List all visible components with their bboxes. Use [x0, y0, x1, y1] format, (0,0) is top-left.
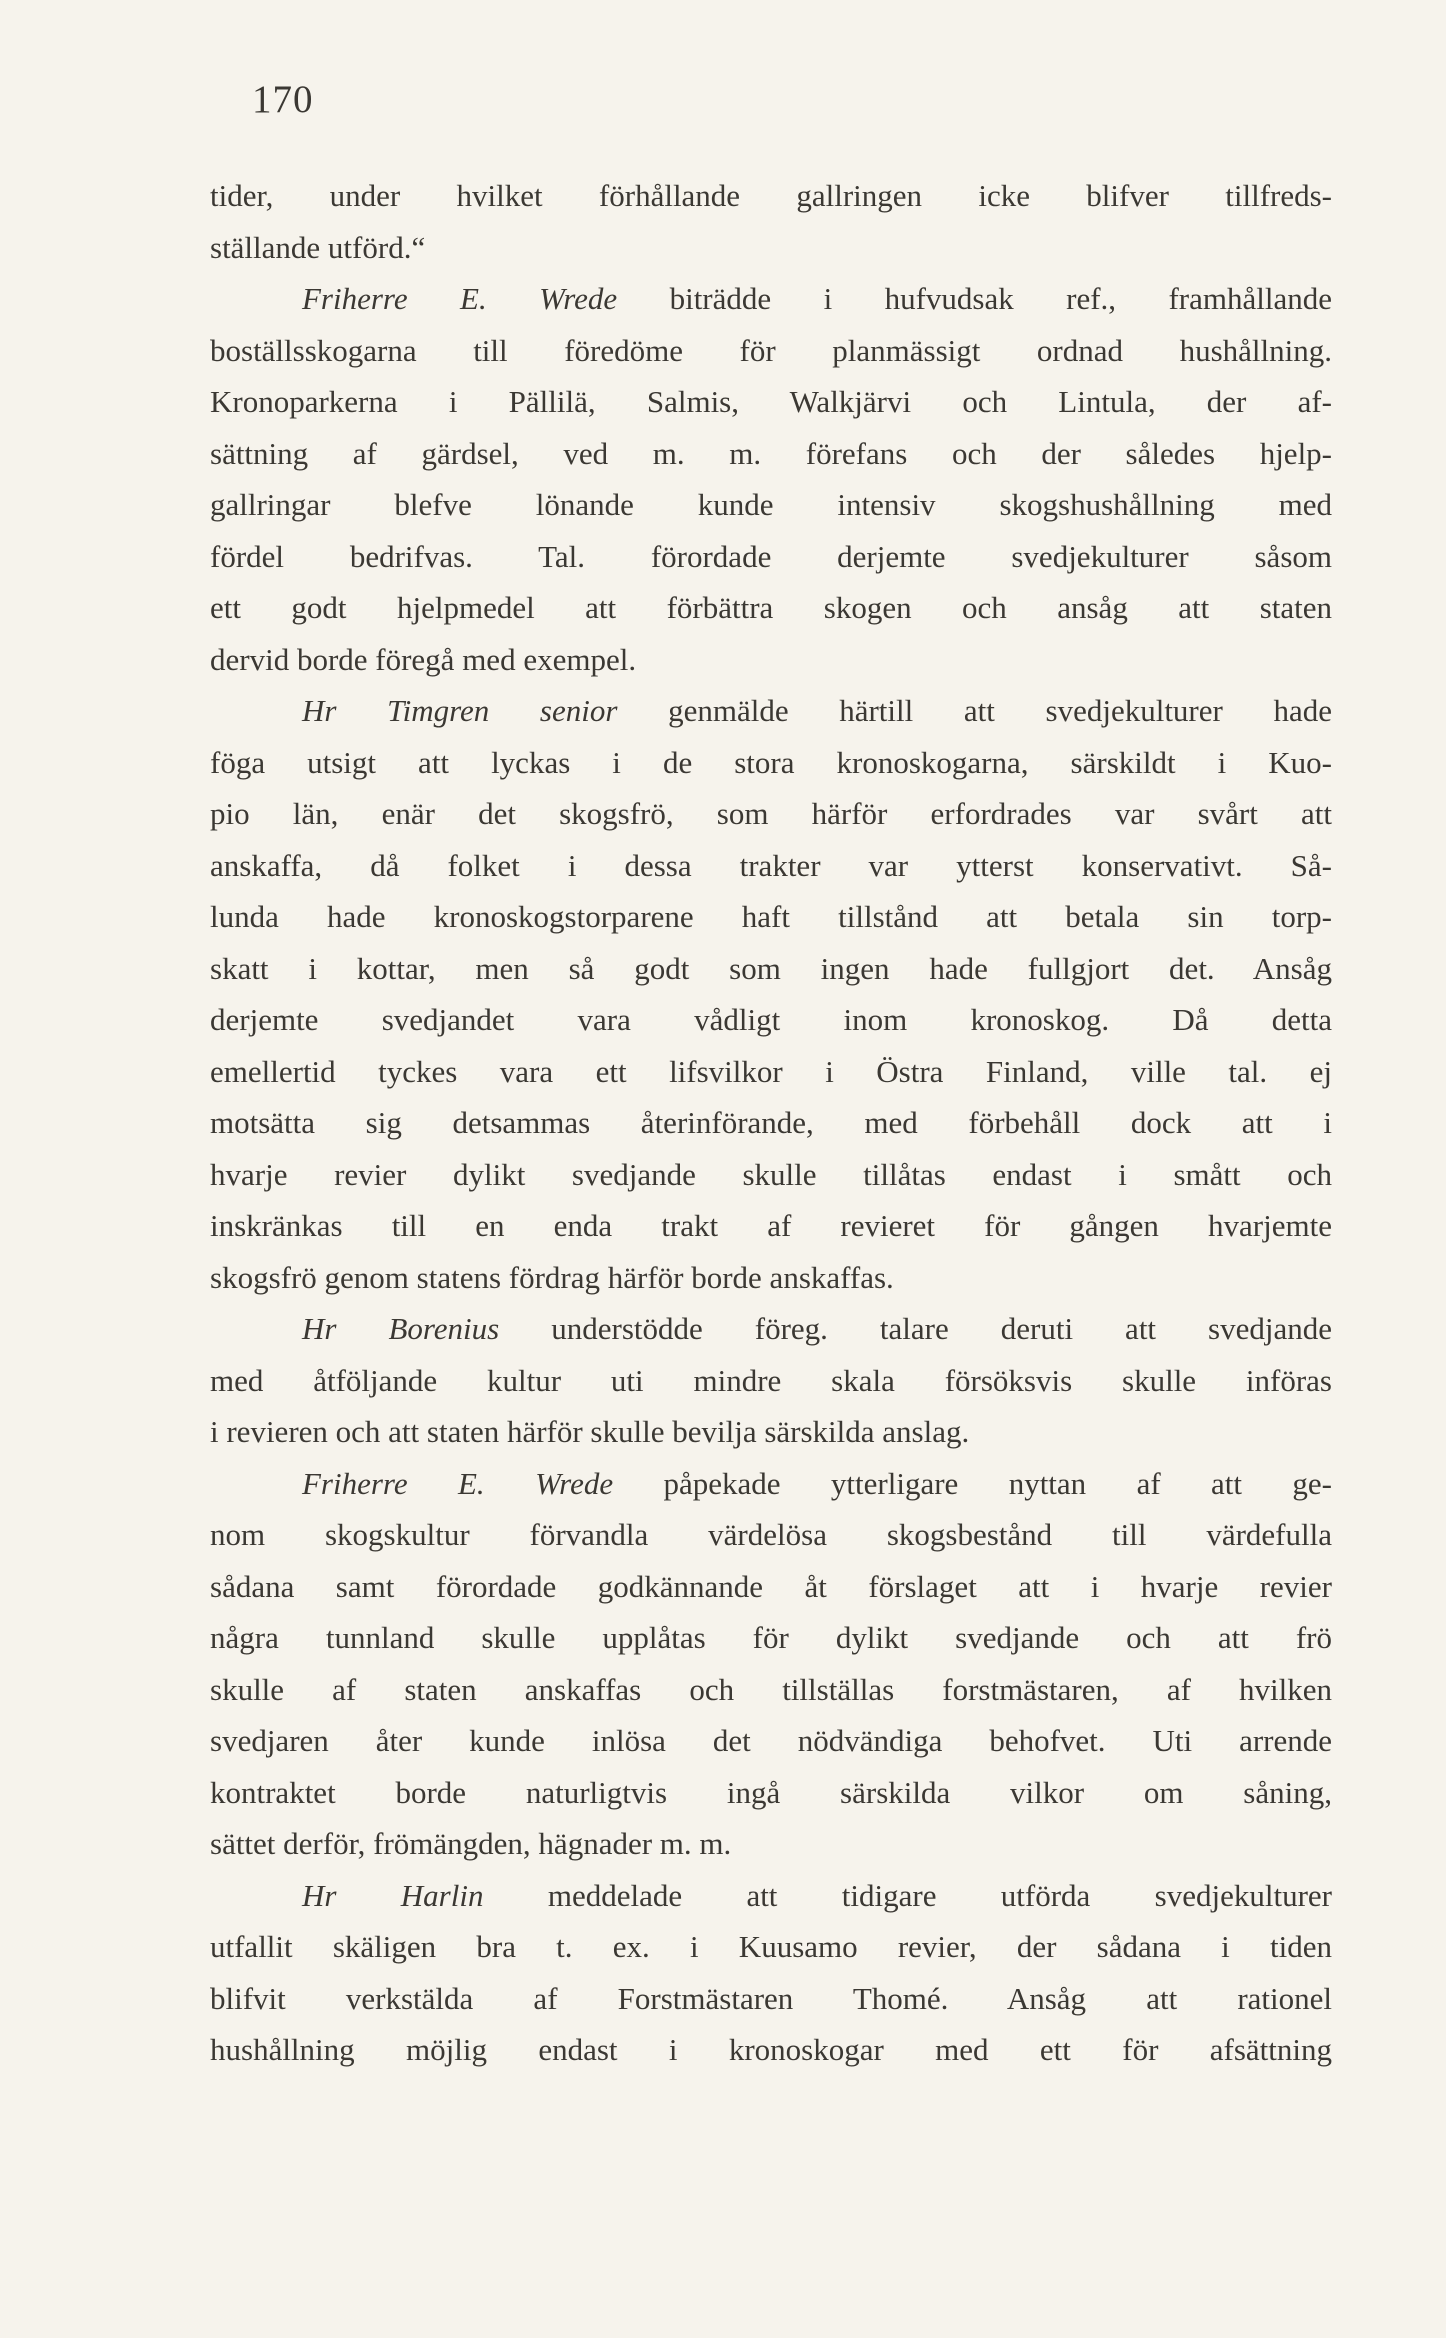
text-line — [210, 479, 1332, 531]
text-line — [210, 1200, 1332, 1252]
line-text: svedjaren åter kunde inlösa det nödvändiga behofvet. Uti arrende — [210, 1723, 1332, 1758]
line-text: inskränkas till en enda trakt af revieret för gången hvarjemte — [210, 1208, 1332, 1243]
text-line — [210, 531, 1332, 583]
speaker-name: Hr Harlin — [302, 1877, 484, 1913]
line-text: understödde föreg. talare deruti att svedjande — [499, 1311, 1332, 1346]
line-text: emellertid tyckes vara ett lifsvilkor i Östra Finland, ville tal. ej — [210, 1053, 1332, 1089]
line-text: blifvit verkstälda af Forstmästaren Thomé. Ansåg att rationel — [210, 1980, 1332, 2016]
line-text: ställande utförd.“ — [210, 229, 426, 265]
paragraph — [210, 685, 1332, 1303]
text-line — [210, 376, 1332, 428]
text-line — [210, 1612, 1332, 1664]
line-text: pio län, enär det skogsfrö, som härför erfordrades var svårt att — [210, 796, 1332, 831]
text-line — [210, 1252, 1332, 1304]
line-text: skatt i kottar, men så godt som ingen hade fullgjort det. Ansåg — [210, 950, 1332, 986]
text-line — [210, 325, 1332, 377]
line-text: hushållning möjlig endast i kronoskogar med ett för afsättning — [210, 2032, 1332, 2067]
line-text: biträdde i hufvudsak ref., framhållande — [617, 281, 1332, 316]
text-line — [210, 1355, 1332, 1407]
line-text: skogsfrö genom statens fördrag härför borde anskaffas. — [210, 1259, 894, 1295]
text-line — [210, 634, 1332, 686]
line-text: boställsskogarna till föredöme för planmässigt ordnad hushållning. — [210, 332, 1332, 368]
text-line — [210, 737, 1332, 789]
text-line — [210, 2024, 1332, 2076]
speaker-name: Hr Borenius — [302, 1311, 500, 1346]
line-text: skulle af staten anskaffas och tillställas forstmästaren, af hvilken — [210, 1671, 1332, 1707]
text-line — [210, 1870, 1332, 1922]
line-text: meddelade att tidigare utförda svedjekulturer — [483, 1877, 1332, 1913]
speaker-name: Friherre E. Wrede — [302, 1465, 614, 1501]
paragraph — [210, 170, 1332, 273]
text-line — [210, 1664, 1332, 1716]
text-line — [210, 1097, 1332, 1149]
line-text: derjemte svedjandet vara vådligt inom kronoskog. Då detta — [210, 1002, 1332, 1037]
text-line — [210, 1767, 1332, 1819]
line-text: genmälde härtill att svedjekulturer hade — [617, 693, 1332, 728]
line-text: påpekade ytterligare nyttan af att ge- — [613, 1465, 1332, 1501]
line-text: fördel bedrifvas. Tal. förordade derjemte svedjekulturer såsom — [210, 538, 1332, 574]
line-text: sättning af gärdsel, ved m. m. förefans och der således hjelp- — [210, 435, 1332, 471]
text-line — [210, 685, 1332, 737]
text-line — [210, 1715, 1332, 1767]
line-text: med åtföljande kultur uti mindre skala försöksvis skulle införas — [210, 1362, 1332, 1398]
line-text: sättet derför, frömängden, hägnader m. m. — [210, 1826, 732, 1861]
text-line — [210, 994, 1332, 1046]
line-text: gallringar blefve lönande kunde intensiv skogshushållning med — [210, 487, 1332, 522]
text-line — [210, 170, 1332, 222]
line-text: dervid borde föregå med exempel. — [210, 641, 637, 677]
line-text: ett godt hjelpmedel att förbättra skogen och ansåg att staten — [210, 590, 1332, 625]
text-line — [210, 1458, 1332, 1510]
page-number: 170 — [252, 78, 314, 121]
text-line — [210, 273, 1332, 325]
line-text: hvarje revier dylikt svedjande skulle tillåtas endast i smått och — [210, 1156, 1332, 1192]
line-text: utfallit skäligen bra t. ex. i Kuusamo revier, der sådana i tiden — [210, 1929, 1332, 1964]
text-line — [210, 428, 1332, 480]
line-text: motsätta sig detsammas återinförande, med förbehåll dock att i — [210, 1105, 1332, 1140]
text-line — [210, 582, 1332, 634]
text-line — [210, 222, 1332, 274]
line-text: i revieren och att staten härför skulle bevilja särskilda anslag. — [210, 1414, 970, 1449]
paragraph — [210, 1870, 1332, 2076]
speaker-name: Friherre E. Wrede — [302, 281, 618, 316]
line-text: några tunnland skulle upplåtas för dylikt svedjande och att frö — [210, 1620, 1332, 1655]
line-text: föga utsigt att lyckas i de stora kronoskogarna, särskildt i Kuo- — [210, 744, 1332, 780]
paragraph — [210, 273, 1332, 685]
line-text: tider, under hvilket förhållande gallringen icke blifver tillfreds- — [210, 178, 1332, 213]
text-line — [210, 891, 1332, 943]
text-line — [210, 1818, 1332, 1870]
paragraph — [210, 1458, 1332, 1870]
line-text: sådana samt förordade godkännande åt förslaget att i hvarje revier — [210, 1568, 1332, 1604]
line-text: lunda hade kronoskogstorparene haft tillstånd att betala sin torp- — [210, 899, 1332, 934]
text-line — [210, 1046, 1332, 1098]
body-text — [210, 170, 1332, 2076]
text-line — [210, 943, 1332, 995]
line-text: Kronoparkerna i Pällilä, Salmis, Walkjärvi och Lintula, der af- — [210, 384, 1332, 419]
text-line — [210, 1149, 1332, 1201]
line-text: nom skogskultur förvandla värdelösa skogsbestånd till värdefulla — [210, 1517, 1332, 1552]
text-line — [210, 1973, 1332, 2025]
text-line — [210, 840, 1332, 892]
line-text: anskaffa, då folket i dessa trakter var ytterst konservativt. Så- — [210, 847, 1332, 883]
line-text: kontraktet borde naturligtvis ingå särskilda vilkor om såning, — [210, 1774, 1332, 1810]
text-line — [210, 1509, 1332, 1561]
text-line — [210, 1406, 1332, 1458]
text-line — [210, 1561, 1332, 1613]
text-line — [210, 1303, 1332, 1355]
paragraph — [210, 1303, 1332, 1458]
speaker-name: Hr Timgren senior — [302, 693, 618, 728]
text-line — [210, 1921, 1332, 1973]
text-line — [210, 788, 1332, 840]
